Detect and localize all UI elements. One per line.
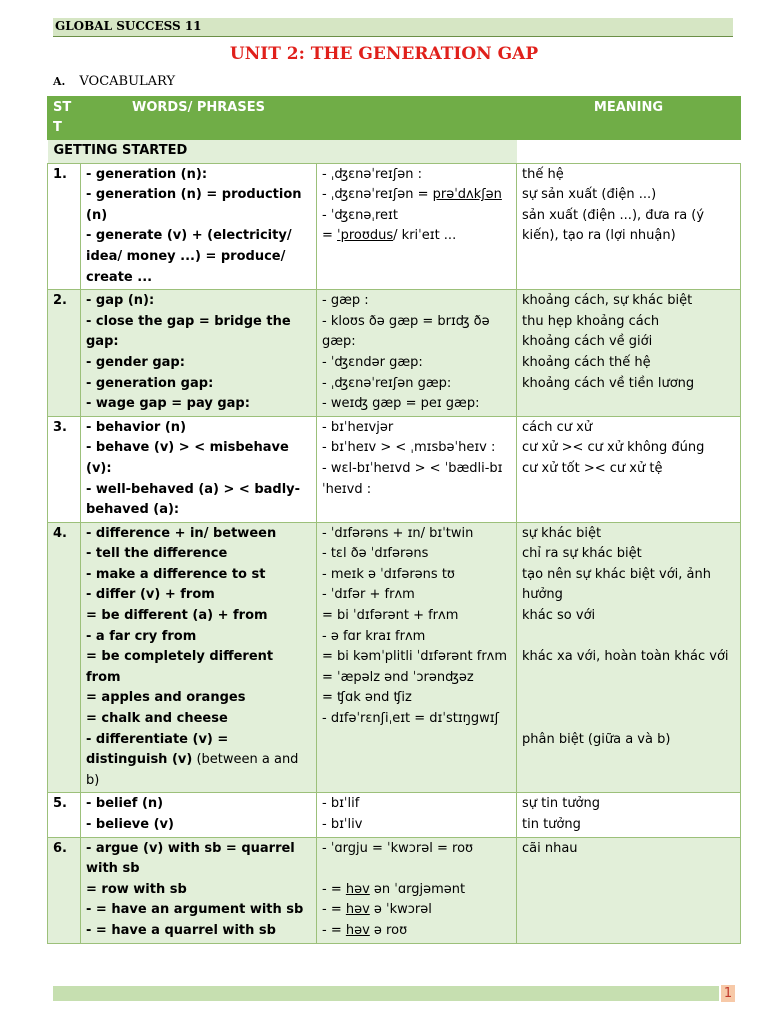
ipa-item: - ə fɑr kraɪ frʌm [322, 628, 426, 644]
word-item: = row with sb [86, 881, 187, 897]
word-item: = chalk and cheese [86, 711, 228, 727]
ipa-item: - tɛl ðə ˈdɪfərəns [322, 546, 429, 562]
vocabulary-table [47, 96, 741, 944]
word-item: - differ (v) + from [86, 587, 215, 603]
word-item: - believe (v) [86, 817, 174, 832]
word-item: - well-behaved (a) > < badly-behaved (a): [86, 481, 301, 518]
ipa-item: - dɪfəˈrɛnʃiˌeɪt = dɪˈstɪŋgwɪʃ [322, 711, 499, 727]
table-header-row [48, 97, 741, 140]
subsection-row [48, 140, 741, 164]
ipa-item: = ʧɑk ənd ʧiz [322, 690, 412, 706]
header-meaning: MEANING [517, 97, 741, 140]
words-cell [81, 793, 317, 837]
words-cell [81, 837, 317, 943]
word-item: - belief (n) [86, 796, 164, 812]
table-row [48, 290, 741, 417]
meaning-item: thu hẹp khoảng cách [522, 313, 660, 329]
word-item: - generation gap: [86, 375, 214, 391]
page-number: 1 [721, 985, 735, 1002]
word-item: = apples and oranges [86, 690, 246, 706]
header-bar [53, 18, 733, 37]
words-cell [81, 522, 317, 793]
word-item: - wage gap = pay gap: [86, 396, 250, 412]
ipa-item: = bi kəmˈplitli ˈdɪfərənt frʌm [322, 649, 508, 665]
meaning-item: khoảng cách thế hệ [522, 354, 651, 370]
ipa-item: - bɪˈliv [322, 817, 363, 832]
header-empty [317, 97, 517, 140]
ipa-cell [317, 163, 517, 290]
ipa-item: = bi ˈdɪfərənt + frʌm [322, 608, 459, 624]
ipa-item: - wɛl-bɪˈheɪvd > < ˈbædli-bɪˈheɪvd : [322, 460, 503, 497]
word-item: - generation (n) = production (n) [86, 187, 302, 223]
header-stt: ST T [48, 97, 81, 140]
section-heading [53, 74, 175, 89]
ipa-item: - gæp : [322, 293, 369, 309]
meaning-cell [517, 290, 741, 417]
meaning-item: cư xử tốt >< cư xử tệ [522, 460, 663, 476]
table-row [48, 163, 741, 290]
book-title: GLOBAL SUCCESS 11 [55, 19, 202, 33]
ipa-item: - bɪˈheɪvjər [322, 419, 394, 435]
word-item: - gap (n): [86, 293, 155, 309]
ipa-cell [317, 290, 517, 417]
ipa-item: - ˌʤɛnəˈreɪʃən gæp: [322, 375, 452, 391]
words-cell [81, 163, 317, 290]
table-row [48, 416, 741, 522]
word-item: - tell the difference [86, 546, 228, 562]
row-number: 1. [48, 163, 81, 290]
meaning-cell [517, 837, 741, 943]
meaning-item: cư xử >< cư xử không đúng [522, 440, 705, 456]
meaning-cell [517, 793, 741, 837]
meaning-item: tạo nên sự khác biệt với, ảnh hưởng [522, 566, 711, 603]
row-number: 4. [48, 522, 81, 793]
header-words: WORDS/ PHRASES [81, 97, 317, 140]
meaning-item: sự khác biệt [522, 525, 602, 541]
row-number: 6. [48, 837, 81, 943]
ipa-item: - bɪˈlif [322, 796, 360, 812]
meaning-item: phân biệt (giữa a và b) [522, 731, 671, 747]
word-item: - generate (v) + (electricity/ idea/ money ...) = produce/ create ... [86, 228, 292, 285]
ipa-item: - ˈɑrgju = ˈkwɔrəl = roʊ [322, 840, 474, 856]
ipa-item: - ˈdɪfər + frʌm [322, 587, 415, 603]
meaning-item: chỉ ra sự khác biệt [522, 546, 642, 562]
word-item: - close the gap = bridge the gap: [86, 313, 291, 350]
word-item: - gender gap: [86, 354, 185, 370]
section-letter: A. [53, 75, 66, 88]
ipa-item: - weɪʤ gæp = peɪ gæp: [322, 396, 480, 412]
ipa-item: - ˌʤɛnəˈreɪʃən = prəˈdʌkʃən [322, 187, 502, 203]
meaning-item: cãi nhau [522, 840, 578, 856]
words-cell [81, 290, 317, 417]
word-item: - difference + in/ between [86, 525, 277, 541]
ipa-item: - ˌʤɛnəˈreɪʃən : [322, 166, 422, 182]
ipa-item: = ˈæpəlz ənd ˈɔrənʤəz [322, 669, 474, 685]
section-name: VOCABULARY [79, 74, 176, 89]
ipa-cell [317, 793, 517, 837]
row-number: 3. [48, 416, 81, 522]
word-item: - = have a quarrel with sb [86, 922, 276, 938]
word-item: - generation (n): [86, 166, 208, 182]
ipa-item: - meɪk ə ˈdɪfərəns tʊ [322, 566, 455, 582]
meaning-item: sản xuất (điện ...), đưa ra (ý kiến), tạo ra (lợi nhuận) [522, 207, 705, 244]
ipa-item: = ˈproʊdus/ kriˈeɪt ... [322, 228, 457, 244]
table-row [48, 837, 741, 943]
meaning-cell [517, 416, 741, 522]
word-item: - differentiate (v) = distinguish (v) (between a and b) [86, 731, 299, 788]
word-item: = be completely different from [86, 649, 274, 685]
word-item: - behavior (n) [86, 419, 187, 435]
footer-bar [53, 986, 719, 1001]
word-item: - make a difference to st [86, 566, 266, 582]
words-cell [81, 416, 317, 522]
meaning-item: sự tin tưởng [522, 796, 601, 812]
ipa-item: - = həv ə roʊ [322, 922, 408, 938]
meaning-item: khoảng cách, sự khác biệt [522, 293, 693, 309]
row-number: 2. [48, 290, 81, 417]
ipa-cell [317, 837, 517, 943]
meaning-item: cách cư xử [522, 419, 593, 435]
ipa-item: - = həv ə ˈkwɔrəl [322, 902, 432, 918]
ipa-item: - ˈdɪfərəns + ɪn/ bɪˈtwin [322, 525, 474, 541]
ipa-item: - bɪˈheɪv > < ˌmɪsbəˈheɪv : [322, 440, 496, 456]
word-item: - argue (v) with sb = quarrel with sb [86, 840, 295, 877]
row-number: 5. [48, 793, 81, 837]
ipa-cell [317, 522, 517, 793]
word-item: - a far cry from [86, 628, 197, 644]
ipa-cell [317, 416, 517, 522]
word-item: - behave (v) > < misbehave (v): [86, 440, 289, 476]
ipa-item: - kloʊs ðə gæp = brɪʤ ðə gæp: [322, 313, 490, 350]
table-row [48, 522, 741, 793]
ipa-item: - = həv ən ˈɑrgjəmənt [322, 881, 466, 897]
word-item: - = have an argument with sb [86, 902, 304, 918]
meaning-item: tin tưởng [522, 817, 581, 832]
meaning-item: sự sản xuất (điện ...) [522, 187, 657, 203]
meaning-item: thế hệ [522, 166, 564, 182]
meaning-item: khác so với [522, 608, 596, 624]
ipa-item: - ˈʤɛnəˌreɪt [322, 207, 398, 223]
meaning-item: khoảng cách về giới [522, 334, 653, 350]
ipa-item: - ˈʤɛndər gæp: [322, 354, 423, 370]
meaning-item: khác xa với, hoàn toàn khác với [522, 649, 729, 665]
meaning-item: khoảng cách về tiền lương [522, 375, 695, 391]
word-item: = be different (a) + from [86, 608, 268, 624]
page-title: UNIT 2: THE GENERATION GAP [229, 44, 539, 64]
meaning-cell [517, 522, 741, 793]
subsection-label: GETTING STARTED [48, 140, 517, 164]
table-row [48, 793, 741, 837]
meaning-cell [517, 163, 741, 290]
